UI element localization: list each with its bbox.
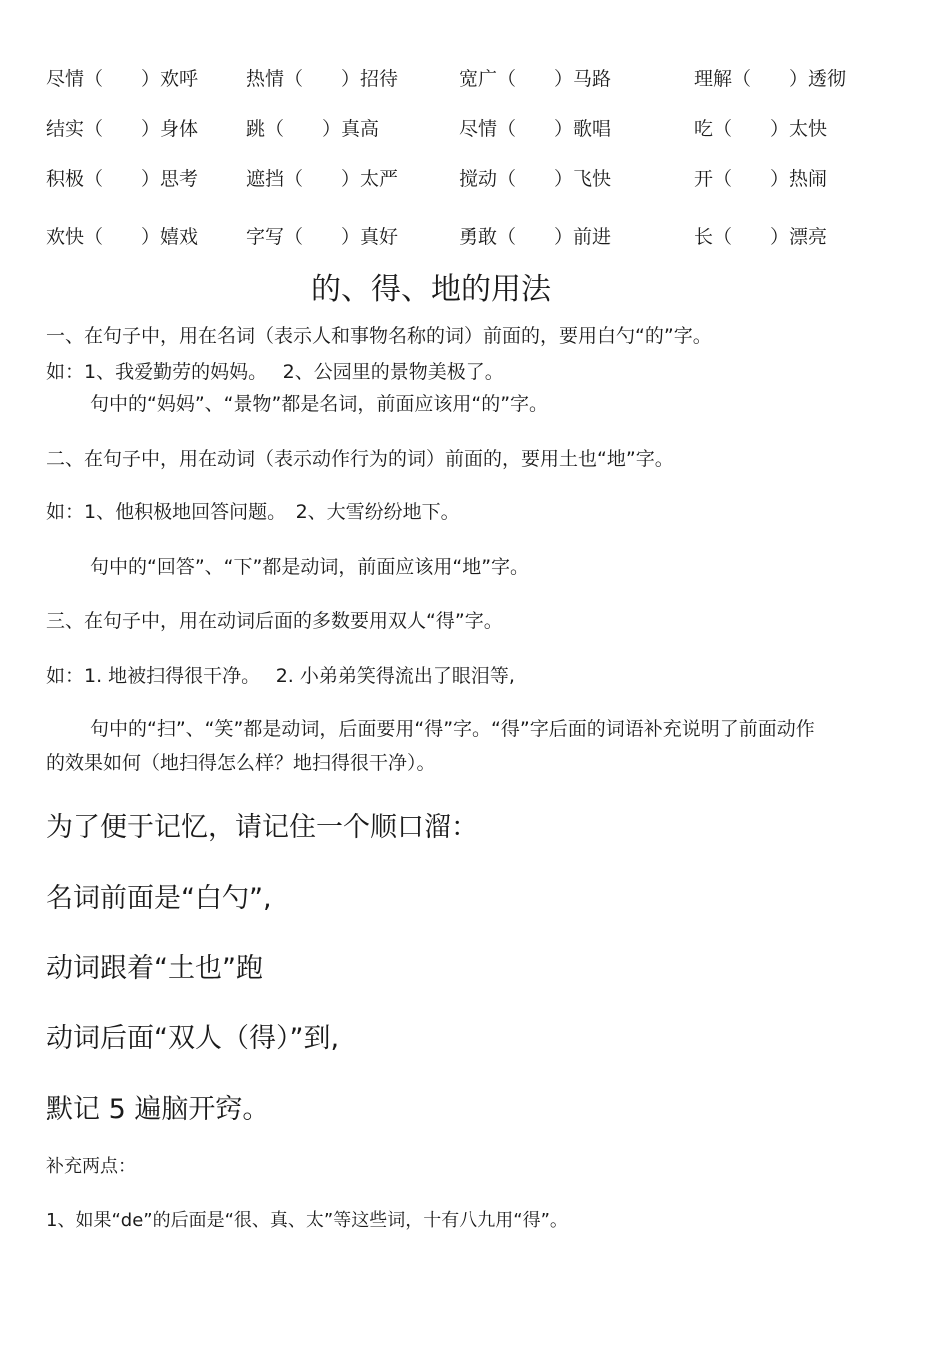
note-one: 句中的“妈妈”、“景物”都是名词，前面应该用“的”字。 bbox=[90, 393, 549, 415]
exercise-cell: 字写（ ）真好 bbox=[246, 226, 399, 248]
exercise-cell: 理解（ ）透彻 bbox=[694, 68, 847, 90]
exercise-cell: 吃（ ）太快 bbox=[694, 118, 828, 140]
example-one: 如：1、我爱勤劳的妈妈。 2、公园里的景物美极了。 bbox=[46, 361, 504, 383]
rhyme-line-two: 动词跟着“土也”跑 bbox=[46, 953, 263, 984]
supplement-point-one: 1、如果“de”的后面是“很、真、太”等这些词，十有八九用“得”。 bbox=[46, 1210, 568, 1231]
rule-two: 二、在句子中，用在动词（表示动作行为的词）前面的，要用土也“地”字。 bbox=[46, 448, 674, 470]
example-two: 如：1、他积极地回答问题。 2、大雪纷纷地下。 bbox=[46, 501, 460, 523]
exercise-cell: 长（ ）漂亮 bbox=[694, 226, 828, 248]
exercise-cell: 跳（ ）真高 bbox=[246, 118, 380, 140]
note-three-line-two: 的效果如何（地扫得怎么样？地扫得很干净）。 bbox=[46, 752, 436, 774]
rule-three: 三、在句子中，用在动词后面的多数要用双人“得”字。 bbox=[46, 610, 503, 632]
rhyme-line-three: 动词后面“双人（得）”到, bbox=[46, 1023, 340, 1054]
rhyme-intro: 为了便于记忆，请记住一个顺口溜： bbox=[46, 812, 478, 843]
supplement-heading: 补充两点： bbox=[46, 1156, 136, 1177]
exercise-cell: 遮挡（ ）太严 bbox=[246, 168, 399, 190]
exercise-cell: 欢快（ ）嬉戏 bbox=[46, 226, 199, 248]
note-three-line-one: 句中的“扫”、“笑”都是动词，后面要用“得”字。“得”字后面的词语补充说明了前面动作 bbox=[90, 718, 815, 740]
exercise-cell: 尽情（ ）歌唱 bbox=[459, 118, 612, 140]
rhyme-line-one: 名词前面是“白勺”, bbox=[46, 883, 272, 914]
section-title: 的、得、地的用法 bbox=[311, 272, 551, 307]
exercise-cell: 结实（ ）身体 bbox=[46, 118, 199, 140]
exercise-cell: 宽广（ ）马路 bbox=[459, 68, 612, 90]
exercise-cell: 勇敢（ ）前进 bbox=[459, 226, 612, 248]
exercise-cell: 开（ ）热闹 bbox=[694, 168, 828, 190]
exercise-cell: 尽情（ ）欢呼 bbox=[46, 68, 199, 90]
rhyme-line-four: 默记 5 遍脑开窍。 bbox=[46, 1094, 270, 1125]
note-two: 句中的“回答”、“下”都是动词，前面应该用“地”字。 bbox=[90, 556, 530, 578]
exercise-cell: 积极（ ）思考 bbox=[46, 168, 199, 190]
example-three: 如：1. 地被扫得很干净。 2. 小弟弟笑得流出了眼泪等, bbox=[46, 665, 515, 687]
exercise-cell: 热情（ ）招待 bbox=[246, 68, 399, 90]
exercise-cell: 搅动（ ）飞快 bbox=[459, 168, 612, 190]
rule-one: 一、在句子中，用在名词（表示人和事物名称的词）前面的，要用白勺“的”字。 bbox=[46, 325, 712, 347]
